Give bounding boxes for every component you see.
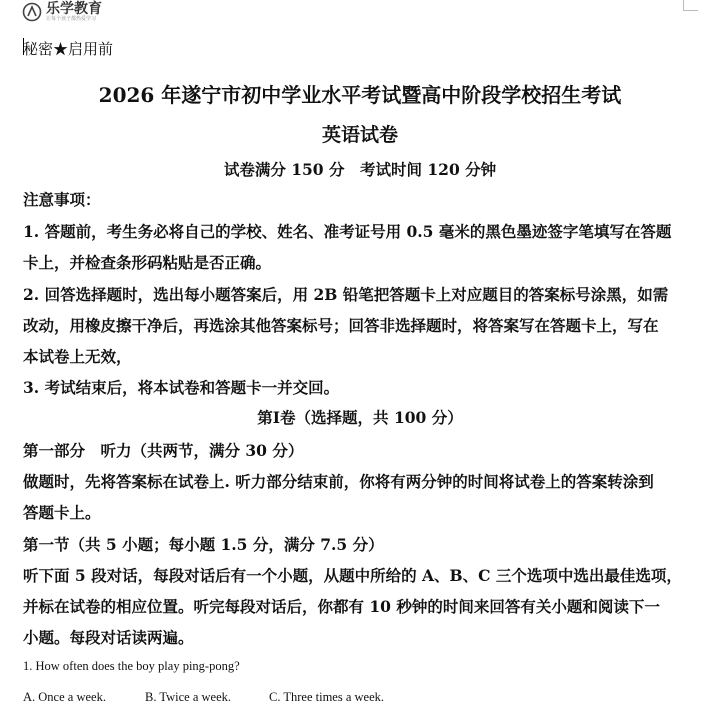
option-c: C. Three times a week. <box>269 690 385 704</box>
brand-logo <box>22 2 102 22</box>
secret-label: 秘密★启用前 <box>23 40 114 58</box>
question-text: 1. How often does the boy play ping-pong? <box>23 659 240 673</box>
score-line: 试卷满分 150 分 考试时间 120 分钟 <box>223 160 497 179</box>
exam-title: 2026 年遂宁市初中学业水平考试暨高中阶段学校招生考试 <box>98 83 622 107</box>
part-heading: 第一部分 听力（共两节，满分 30 分） <box>23 441 304 460</box>
notice-line: 改动，用橡皮擦干净后，再选涂其他答案标号；回答非选择题时，将答案写在答题卡上，写在 <box>23 316 659 335</box>
section-instruction-line: 并标在试卷的相应位置。听完每段对话后，你都有 10 秒钟的时间来回答有关小题和阅读下一 <box>23 597 660 616</box>
brand-tagline: 让每个孩子都热爱学习 <box>46 16 97 22</box>
notice-line: 1. 答题前，考生务必将自己的学校、姓名、准考证号用 0.5 毫米的黑色墨迹签字笔填写在答题 <box>23 222 672 241</box>
notice-line: 3. 考试结束后，将本试卷和答题卡一并交回。 <box>23 378 340 397</box>
exam-subtitle: 英语试卷 <box>321 124 398 146</box>
option-b: B. Twice a week. <box>145 690 232 704</box>
option-a: A. Once a week. <box>23 690 106 704</box>
brand-text <box>46 2 102 22</box>
crop-mark <box>683 0 698 11</box>
part-instruction-line: 答题卡上。 <box>23 503 101 522</box>
notice-heading: 注意事项： <box>23 190 101 209</box>
section-instruction-line: 听下面 5 段对话，每段对话后有一个小题，从题中所给的 A、B、C 三个选项中选出最佳选项， <box>23 566 682 585</box>
section-heading: 第一节（共 5 小题；每小题 1.5 分，满分 7.5 分） <box>23 535 384 554</box>
logo-mark-icon <box>22 2 42 22</box>
notice-line: 本试卷上无效， <box>23 347 132 366</box>
part-instruction-line: 做题时，先将答案标在试卷上. 听力部分结束前，你将有两分钟的时间将试卷上的答案转涂到 <box>23 472 654 491</box>
brand-name: 乐学教育 <box>46 1 102 17</box>
notice-line: 2. 回答选择题时，选出每小题答案后，用 2B 铅笔把答题卡上对应题目的答案标号涂黑，如需 <box>23 285 669 304</box>
volume-heading: 第Ⅰ卷（选择题，共 100 分） <box>257 408 463 427</box>
notice-line: 卡上，并检查条形码粘贴是否正确。 <box>23 253 272 272</box>
section-instruction-line: 小题。每段对话读两遍。 <box>23 628 194 647</box>
